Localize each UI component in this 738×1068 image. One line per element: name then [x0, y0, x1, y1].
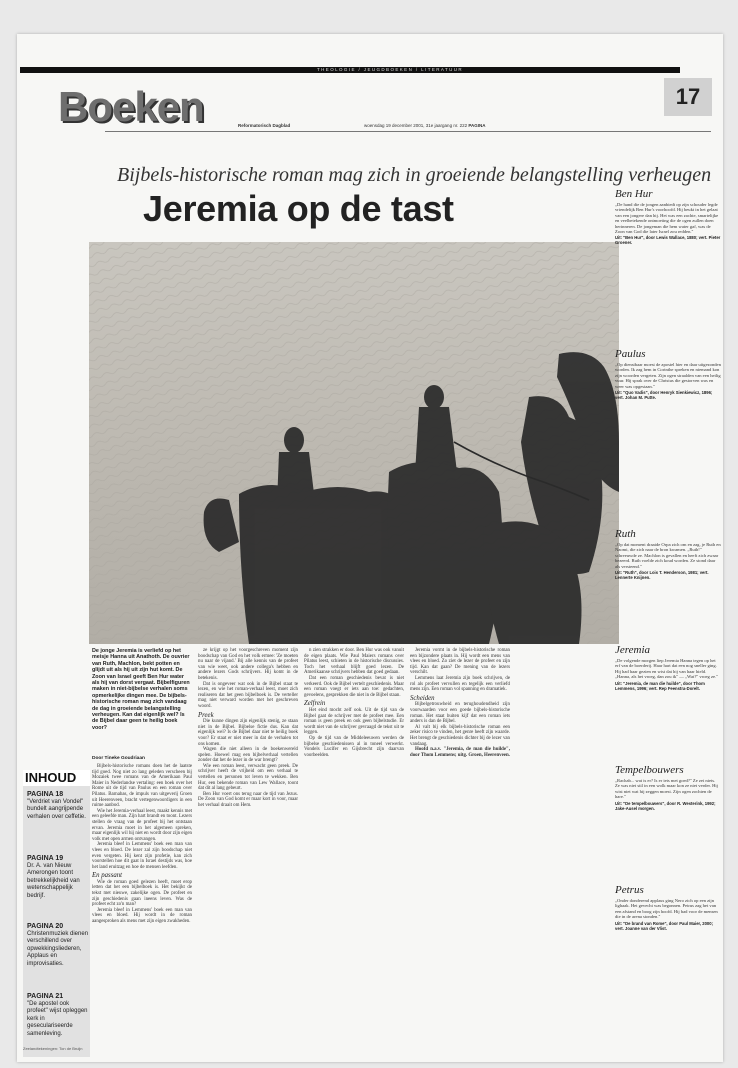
excerpt-source: Uit: "Ruth", door Lois T. Henderson, 1981; vert. Lennerte Knijnen.: [615, 570, 709, 581]
excerpt-text: „De hand die de jongen aanbiedt op zijn schouder legde vriendelijk Ben Hur's voorhoofd. Hij beukt in het gelaat van een jongere dan hij. Het was een zachte, smartelijke en veelbetekende ontmoeting die de ogen zullen doen herinneren. De jongeman die hem water gaf, was de Zoon van God die later Israel zou redden.": [615, 202, 719, 235]
article-column-1: [92, 764, 192, 925]
contents-item[interactable]: [27, 854, 89, 900]
contents-page-label: PAGINA 20: [27, 923, 64, 930]
article-subhead: Bijbels-historische roman mag zich in groeiende belangstelling verheugen: [117, 164, 712, 186]
contents-page-label: PAGINA 19: [27, 855, 64, 862]
article-paragraph: Op de tijd van de Middeleeuwen werden de bijbelse geschiedenissen al in toneel verwerkt. Vondels Lucifer en Gijsbrecht zijn daarvan voorbeelden.: [304, 735, 404, 758]
dateline-text: woensdag 19 december 2001, 31e jaargang nr. 222: [364, 123, 468, 128]
article-paragraph: Het eind mocht zelf ook. Uit de tijd van de Bijbel gaat de schrijver met de profeet mee. Een roman is geen preek en ook geen bijbelstudie. Er wordt niet van de schrijver gevraagd de tekst uit te leggen.: [304, 707, 404, 736]
excerpt-text: „Rachab... wat is er? Is er iets met goed?" Ze zei niets. Ze was niet stil in een wolk maar kon ze niet verder. Hij wist niet wat hij zeggen moest. Zijn ogen zochten de hare.": [615, 778, 718, 800]
article-section-heading: En passant: [92, 872, 123, 880]
article-paragraph: n zien strakken er door. Ben Hur was ook vanuit de eigen plaats. Wie Paul Maiers romans over Pilatus leest, schieten in de historische discussies. Toch het verhaal blijft goed lezen. De Amerikaanse schrijvers hebben dat goed gedaan.: [304, 648, 404, 676]
excerpt-title: Paulus: [615, 348, 646, 360]
illustration-credit: Zeelandtekeningen: Ton de Bruijn: [23, 1046, 83, 1051]
article-source-note: Hoofd n.a.v. "Jeremia, de man die huilde", door Thom Lemmens; uitg. Groen, Heerenveen.: [410, 747, 510, 758]
section-masthead: Boeken: [58, 83, 204, 130]
article-paragraph: Jeremia bleef in Lemmens' boek een man van vlees en bloed. Hij wordt in de roman aangesproken als mens met zijn eigen zwakheden.: [92, 907, 192, 925]
article-section-heading: Scheiden: [410, 694, 435, 702]
excerpt-source: Uit: "Jeremia, de man die huilde", door Thom Lemmens, 1996; vert. Rep Feenstra-Dorelt.: [615, 680, 705, 691]
contents-title: INHOUD: [23, 770, 90, 786]
contents-item-text: Dr. A. van Nieuw Amerongen toont betrekkelijkheid van wetenschappelijk bedrijf.: [27, 863, 80, 899]
contents-item-text: "Verdriet van Vondel" bundelt aangrijpende verhalen over ceffetie.: [27, 799, 86, 820]
article-section-heading: Preek: [198, 711, 214, 719]
article-paragraph: Dat een roman geschiedenis bevat is niet verkeerd. Ook de Bijbel vertelt geschiedenis. Maar een roman voegt er iets aan toe: gedachten, gevoelens, gesprekken die niet in de Bijbel staan.: [304, 675, 404, 698]
header-rule: [105, 131, 711, 132]
dateline: [364, 123, 486, 128]
contents-item[interactable]: [27, 922, 89, 968]
article-section-heading: Zelfrein: [304, 700, 326, 708]
desert-camel-shadows-photo: [89, 242, 619, 644]
article-paragraph: Dat is ongeveer wat ook in de Bijbel staat te lezen, en wie het roman-verhaal leest, moet zich realiseren dat het geen bijbelboek is. De verteller mag niet verward worden met het geschreven woord.: [198, 681, 298, 709]
article-lede: De jonge Jeremia is verliefd op het meisje Hanna uit Anathoth. De ouvrier van Ruth, Machlon, bekt potten en glijdt uit als hij uit zijn hut komt. De Zoon van Israel geeft Ben Hur water als hij van dorst vergaat. Bijbelfiguren maken in niet-bijbelse verhalen soms opmerkelijke dingen mee. De bijbels-historische roman mag zich vandaag de dag in groeiende belangstelling verheugen. Kan dat eigenlijk wel? Is de Bijbel daar geen te heilig boek voor?: [92, 648, 190, 731]
excerpt-jeremia: [615, 644, 721, 691]
contents-item-text: Christenmuziek dienen verschillend over opwekkingsliederen, Applaus en improvisaties.: [27, 931, 89, 967]
excerpt-tempelbouwers: [615, 764, 721, 811]
page-number: 17: [664, 78, 712, 116]
excerpt-petrus: [615, 884, 721, 931]
contents-page-label: PAGINA 21: [27, 993, 64, 1000]
excerpt-text: „Onder donderend applaus ging Nero zich op een zijn lighaak. Het gevecht was begonnen. Petrus zag het van een afstand en boog zijn hoofd. Hij bad voor de mensen die in de arena stonden.": [615, 898, 718, 920]
article-paragraph: Wie het Jeremia-verhaal leest, maakt kennis met een geleefde man. Zijn hart brandt en toont. Lezers stellen de vraag van de profeet bij het ontstaan ervan. Jeremia moet in het algemeen spreken, maar eigenlijk wil hij niet en wordt door zijn eigen volk met open armen ontvangen.: [92, 808, 192, 842]
contents-page-label: PAGINA 18: [27, 791, 64, 798]
excerpt-ben-hur: [615, 188, 721, 245]
excerpt-ruth: [615, 528, 721, 580]
excerpt-title: Ben Hur: [615, 188, 653, 200]
article-byline: Door Tineke Goudriaan: [92, 756, 145, 761]
article-headline: Jeremia op de tast: [143, 188, 454, 229]
excerpt-source: Uit: "De brand van Rome", door Paul Maier, 2000; vert. Joanne van der Vlist.: [615, 920, 713, 931]
excerpt-source: Uit: "De tempelbouwers", door R. Westerink, 1992; Jake-Ausel morgen.: [615, 800, 716, 811]
article-paragraph: Die kunne dingen zijn eigenlijk stenig, ze staan niet in de Bijbel. Bijbelse fictie dus. Kan dat eigenlijk wel? Is de Bijbel daar niet te heilig boek voor? Er staat er niet meer in dat de verhalen tot ons komen.: [198, 719, 298, 747]
article-paragraph: Jeremia vormt in de bijbels-historische roman een bijzondere plaats in. Hij wordt een mens van vlees en bloed. Zo ziet de lezer de profeet en zijn tijd. Kan dat gaan? De mening van de lezers verschilt.: [410, 648, 510, 676]
dateline-label: PAGINA: [468, 123, 486, 128]
excerpt-title: Petrus: [615, 884, 644, 896]
excerpt-text: „De volgende morgen liep Jeremia Hanna tegen op het erf van de boerderij. Haar hart dat een nog sneller ging. Hij had haar gezien en wist dat hij van haar hield. „Hanna, als het vroeg, dan zou ik" — „Wat?" vroeg ze.": [615, 658, 719, 680]
article-paragraph: Lemmens laat Jeremia zijn boek schrijven, de rol als profeet vervullen en tegelijk een verliefd mens zijn. Een roman vol spanning en dramatiek.: [410, 675, 510, 693]
contents-item[interactable]: [27, 790, 89, 821]
article-paragraph: ze krijgt op het voorgeschreven moment zijn boodschap van God en het volk ermee: 'Ze moeten nu naar de vijand.' Bij alle kennis van de profeet van wie weet, ook andere collega's hebben en andere lezers Gods schrijvers. Hij komt in de betekenis.: [198, 648, 298, 681]
article-column-4: [410, 648, 510, 758]
excerpt-source: Uit: "Quo Vadis", door Henryk Sienkiewicz, 1896; vert. Johan M. Putte.: [615, 390, 713, 401]
excerpt-source: Uit: "Ben Hur", door Lewis Wallace, 1880; vert. Pieter Groener.: [615, 235, 721, 246]
excerpt-title: Jeremia: [615, 644, 651, 656]
contents-item[interactable]: [27, 992, 89, 1038]
contents-item-text: "De apostel ook profeet" wijst opleggen kerk in geseculariseerde samenleving.: [27, 1001, 88, 1037]
contents-box: [23, 770, 90, 1057]
article-column-3: [304, 648, 404, 758]
section-kicker: THEOLOGIE / JEUGDBOEKEN / LITERATUUR: [317, 67, 464, 72]
article-paragraph: Ben Hur voert ons terug naar de tijd van Jezus. De Zoon van God komt er maar kort in voor, maar het verhaal draait om Hem.: [198, 791, 298, 809]
excerpt-title: Ruth: [615, 528, 636, 540]
article-paragraph: Wie een roman leest, verwacht geen preek. De schrijver heeft de vrijheid om een verhaal te vertellen en personen tot leven te wekken. Ben Hur, een bekende roman van Lew Wallace, toont dat dit al lang gebeurt.: [198, 763, 298, 792]
article-paragraph: Bijbelgetrouwheid en terughoudendheid zijn voorwaarden voor een goede bijbels-historische roman. Het staat buiten kijf dat een roman iets anders is dan de Bijbel.: [410, 702, 510, 725]
excerpt-title: Tempelbouwers: [615, 764, 684, 776]
article-column-2: [198, 648, 298, 809]
excerpt-paulus: [615, 348, 721, 400]
excerpt-text: „Op dat moment draaide Orpa zich om en zag, je Ruth en Naomi, die zich naar de bron kwamen. „Ruth!" schreeuwde ze. Machlon is gevallen en heeft zich zwaar bezeerd. Ruth voelde zich koud worden. Ze stond daar als versteend.": [615, 542, 721, 569]
newspaper-page: [17, 34, 723, 1062]
article-paragraph: Wie de roman goed gelezen heeft, moet erop letten dat het een bijbelboek is. Het bekijkt de tekst met nieuwe, zakelijke ogen. De profeet en zijn geschiedenis gaan ineens leven. Was de profeet echt zo'n man?: [92, 879, 192, 908]
article-paragraph: Jeremia bleef in Lemmens' boek een man van vlees en bloed. De lezer zal zijn boodschap niet even vergeten. Hij kent zijn profetie, kan zich voorstellen hoe dit gaat in Israel destijds was, hoe het land eruitzag en hoe de mensen leefden.: [92, 842, 192, 870]
article-paragraph: Bijbels-historische romans doen het de laatste tijd goed. Nog niet zo lang geleden verscheen bij Mozaiek twee romans van de Amerikaan Paul Maier in Nederlandse vertaling: een boek over het Rome uit de tijd van Paulus en een roman over Pilatus. Barnabas, de impuls van uitgeverij Groen uit Heerenveen, bracht vertegenwoordigers in een ruime aanbod.: [92, 764, 192, 809]
excerpt-text: „Op dienstbaar moest de apostel hier en daar uitgezonden worden. Ik zag hem in Corinthe spreken en niemand kon zijn woorden vergeten. Zijn ogen straalden van een heilig vuur. Hij sprak over de Christus die gestorven was en weer was opgestaan.": [615, 362, 721, 389]
paper-name: Reformatorisch Dagblad: [238, 123, 291, 128]
article-paragraph: Wagen die niet alleen in de boekenwereld spelen. Hoewel mag een bijbelverhaal vertellen zonder dat het de lezer in de war brengt?: [198, 747, 298, 764]
article-paragraph: Al valt bij elk bijbels-historische roman een zeker risico te vinden, het genre heeft zijn waarde. Het brengt de geschiedenis dichter bij de lezer van vandaag.: [410, 724, 510, 747]
